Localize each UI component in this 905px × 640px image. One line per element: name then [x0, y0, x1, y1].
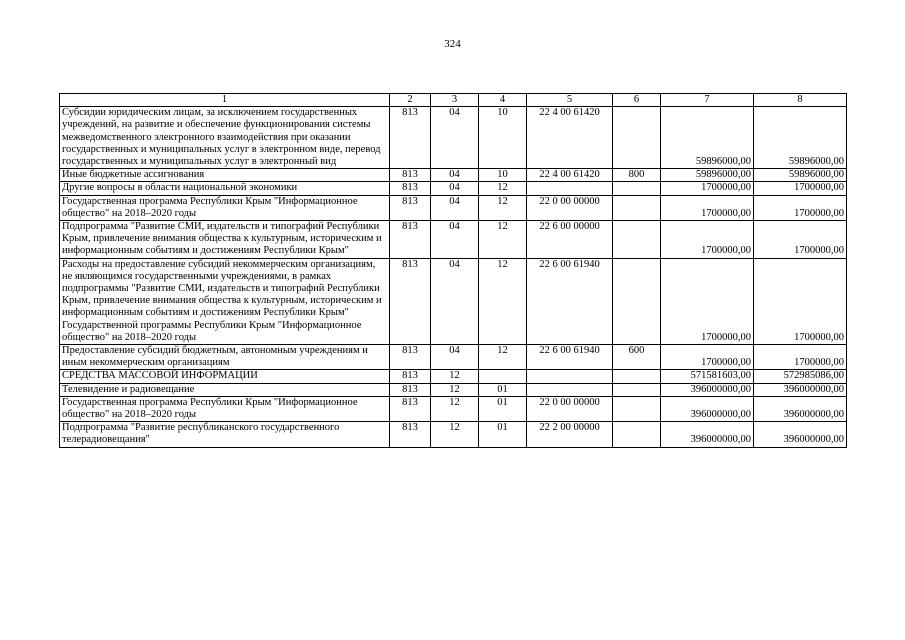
- amount-year1-cell: 396000000,00: [661, 383, 754, 396]
- row-name-cell: Подпрограмма "Развитие республиканского государственного телерадиовещания": [60, 422, 390, 447]
- table-row: [60, 345, 847, 370]
- row-name-cell: Государственная программа Республики Крым "Информационное общество" на 2018–2020 годы: [60, 396, 390, 421]
- section-code-cell: 04: [431, 107, 479, 169]
- subsection-code-cell: 01: [479, 383, 527, 396]
- expense-type-cell: [613, 422, 661, 447]
- column-header: 5: [527, 94, 613, 107]
- subsection-code-cell: [479, 370, 527, 383]
- subsection-code-cell: 12: [479, 345, 527, 370]
- chapter-code-cell: 813: [390, 396, 431, 421]
- amount-year2-cell: 572985086,00: [754, 370, 847, 383]
- table-row: [60, 195, 847, 220]
- expense-type-cell: 800: [613, 169, 661, 182]
- chapter-code-cell: 813: [390, 182, 431, 195]
- amount-year1-cell: 1700000,00: [661, 182, 754, 195]
- target-article-cell: 22 4 00 61420: [527, 169, 613, 182]
- amount-year1-cell: 1700000,00: [661, 345, 754, 370]
- chapter-code-cell: 813: [390, 383, 431, 396]
- column-header: 4: [479, 94, 527, 107]
- section-code-cell: 04: [431, 345, 479, 370]
- amount-year1-cell: 1700000,00: [661, 258, 754, 344]
- expense-type-cell: [613, 221, 661, 259]
- column-header: 3: [431, 94, 479, 107]
- amount-year2-cell: 1700000,00: [754, 258, 847, 344]
- section-code-cell: 04: [431, 169, 479, 182]
- subsection-code-cell: 12: [479, 195, 527, 220]
- expense-type-cell: [613, 383, 661, 396]
- row-name-cell: Предоставление субсидий бюджетным, автономным учреждениям и иным некоммерческим организациям: [60, 345, 390, 370]
- amount-year1-cell: 1700000,00: [661, 221, 754, 259]
- expense-type-cell: 600: [613, 345, 661, 370]
- column-header: 8: [754, 94, 847, 107]
- table-row: [60, 221, 847, 259]
- table-row: [60, 169, 847, 182]
- row-name-cell: Иные бюджетные ассигнования: [60, 169, 390, 182]
- amount-year2-cell: 1700000,00: [754, 221, 847, 259]
- table-row: [60, 182, 847, 195]
- table-row: [60, 107, 847, 169]
- target-article-cell: 22 6 00 61940: [527, 345, 613, 370]
- table-row: [60, 370, 847, 383]
- section-code-cell: 04: [431, 195, 479, 220]
- chapter-code-cell: 813: [390, 370, 431, 383]
- row-name-cell: Подпрограмма "Развитие СМИ, издательств и типографий Республики Крым, привлечение внимания общества к культурным, историческим и информационным событиям и достижениям Республики Крым": [60, 221, 390, 259]
- row-name-cell: Другие вопросы в области национальной экономики: [60, 182, 390, 195]
- table-header-row: [60, 94, 847, 107]
- table-row: [60, 258, 847, 344]
- subsection-code-cell: 10: [479, 107, 527, 169]
- subsection-code-cell: 01: [479, 422, 527, 447]
- table-row: [60, 396, 847, 421]
- subsection-code-cell: 12: [479, 221, 527, 259]
- table-row: [60, 422, 847, 447]
- chapter-code-cell: 813: [390, 258, 431, 344]
- expense-type-cell: [613, 396, 661, 421]
- column-header: 6: [613, 94, 661, 107]
- expense-type-cell: [613, 370, 661, 383]
- chapter-code-cell: 813: [390, 422, 431, 447]
- expense-type-cell: [613, 182, 661, 195]
- table-row: [60, 383, 847, 396]
- row-name-cell: Государственная программа Республики Крым "Информационное общество" на 2018–2020 годы: [60, 195, 390, 220]
- amount-year1-cell: 59896000,00: [661, 107, 754, 169]
- subsection-code-cell: 01: [479, 396, 527, 421]
- amount-year1-cell: 396000000,00: [661, 396, 754, 421]
- row-name-cell: СРЕДСТВА МАССОВОЙ ИНФОРМАЦИИ: [60, 370, 390, 383]
- target-article-cell: 22 0 00 00000: [527, 195, 613, 220]
- page-number: 324: [444, 38, 461, 50]
- chapter-code-cell: 813: [390, 221, 431, 259]
- section-code-cell: 12: [431, 396, 479, 421]
- target-article-cell: 22 2 00 00000: [527, 422, 613, 447]
- column-header: 1: [60, 94, 390, 107]
- target-article-cell: 22 6 00 61940: [527, 258, 613, 344]
- section-code-cell: 12: [431, 383, 479, 396]
- row-name-cell: Расходы на предоставление субсидий некоммерческим организациям, не являющимся государственными учреждениями, в рамках подпрограммы "Развитие СМИ, издательств и типографий Республики Крым, привлечение внимания общества к культурным, историческим и информационным событиям и достижениям Республики Крым" Государственной программы Республики Крым "Информационное общество" на 2018–2020 годы: [60, 258, 390, 344]
- chapter-code-cell: 813: [390, 107, 431, 169]
- column-header: 7: [661, 94, 754, 107]
- target-article-cell: 22 0 00 00000: [527, 396, 613, 421]
- amount-year1-cell: 1700000,00: [661, 195, 754, 220]
- amount-year2-cell: 396000000,00: [754, 396, 847, 421]
- amount-year2-cell: 59896000,00: [754, 107, 847, 169]
- target-article-cell: 22 6 00 00000: [527, 221, 613, 259]
- expense-type-cell: [613, 195, 661, 220]
- expense-type-cell: [613, 258, 661, 344]
- amount-year1-cell: 59896000,00: [661, 169, 754, 182]
- section-code-cell: 04: [431, 258, 479, 344]
- amount-year1-cell: 571581603,00: [661, 370, 754, 383]
- amount-year2-cell: 396000000,00: [754, 422, 847, 447]
- target-article-cell: [527, 383, 613, 396]
- budget-table: [59, 93, 847, 448]
- target-article-cell: 22 4 00 61420: [527, 107, 613, 169]
- subsection-code-cell: 12: [479, 258, 527, 344]
- section-code-cell: 04: [431, 182, 479, 195]
- chapter-code-cell: 813: [390, 195, 431, 220]
- subsection-code-cell: 10: [479, 169, 527, 182]
- section-code-cell: 12: [431, 370, 479, 383]
- target-article-cell: [527, 182, 613, 195]
- amount-year1-cell: 396000000,00: [661, 422, 754, 447]
- chapter-code-cell: 813: [390, 169, 431, 182]
- expense-type-cell: [613, 107, 661, 169]
- chapter-code-cell: 813: [390, 345, 431, 370]
- subsection-code-cell: 12: [479, 182, 527, 195]
- section-code-cell: 04: [431, 221, 479, 259]
- row-name-cell: Субсидии юридическим лицам, за исключением государственных учреждений, на развитие и обеспечение функционирования системы межведомственного электронного взаимодействия при оказании государственных и муниципальных услуг в электронном виде, перевод государственных и муниципальных услуг в электронный вид: [60, 107, 390, 169]
- column-header: 2: [390, 94, 431, 107]
- amount-year2-cell: 1700000,00: [754, 345, 847, 370]
- amount-year2-cell: 396000000,00: [754, 383, 847, 396]
- target-article-cell: [527, 370, 613, 383]
- amount-year2-cell: 59896000,00: [754, 169, 847, 182]
- amount-year2-cell: 1700000,00: [754, 182, 847, 195]
- section-code-cell: 12: [431, 422, 479, 447]
- row-name-cell: Телевидение и радиовещание: [60, 383, 390, 396]
- amount-year2-cell: 1700000,00: [754, 195, 847, 220]
